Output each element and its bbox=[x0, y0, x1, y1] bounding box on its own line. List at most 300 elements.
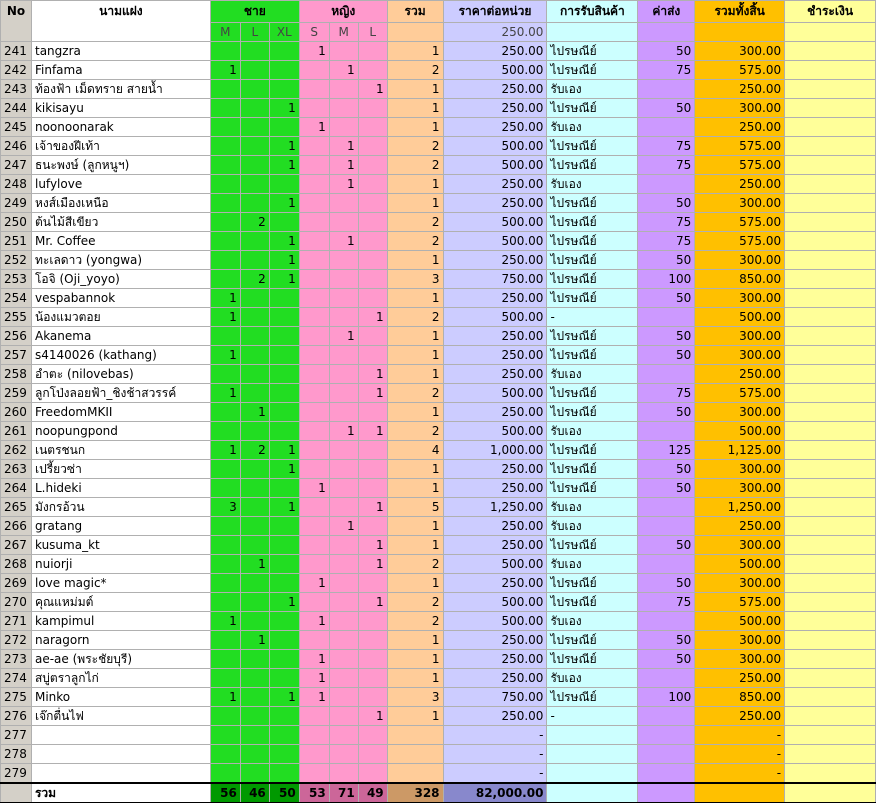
cell-male-xl[interactable] bbox=[269, 365, 299, 384]
cell-female-s[interactable] bbox=[299, 232, 329, 251]
cell-male-m[interactable] bbox=[210, 175, 240, 194]
row-number[interactable]: 254 bbox=[1, 289, 32, 308]
cell-price[interactable]: 250.00 bbox=[443, 536, 547, 555]
cell-male-m[interactable] bbox=[210, 156, 240, 175]
cell-grand-total[interactable]: - bbox=[695, 726, 785, 745]
cell-total[interactable]: 3 bbox=[387, 688, 443, 707]
footer-price[interactable]: 82,000.00 bbox=[443, 783, 547, 803]
cell-shipping[interactable]: 50 bbox=[638, 460, 695, 479]
cell-total[interactable]: 2 bbox=[387, 137, 443, 156]
cell-male-l[interactable]: 1 bbox=[240, 403, 269, 422]
cell-total[interactable]: 2 bbox=[387, 61, 443, 80]
cell-shipping[interactable] bbox=[638, 745, 695, 764]
cell-grand-total[interactable]: 300.00 bbox=[695, 289, 785, 308]
row-number[interactable]: 255 bbox=[1, 308, 32, 327]
cell-female-m[interactable] bbox=[329, 403, 358, 422]
cell-grand-total[interactable]: 300.00 bbox=[695, 574, 785, 593]
cell-female-m[interactable] bbox=[329, 213, 358, 232]
cell-delivery[interactable]: รับเอง bbox=[547, 365, 638, 384]
cell-male-m[interactable]: 1 bbox=[210, 688, 240, 707]
cell-payment[interactable] bbox=[785, 346, 876, 365]
cell-grand-total[interactable]: 500.00 bbox=[695, 308, 785, 327]
cell-male-l[interactable] bbox=[240, 289, 269, 308]
cell-shipping[interactable]: 75 bbox=[638, 232, 695, 251]
row-number[interactable]: 268 bbox=[1, 555, 32, 574]
cell-female-l[interactable]: 1 bbox=[358, 308, 387, 327]
cell-female-m[interactable] bbox=[329, 479, 358, 498]
cell-payment[interactable] bbox=[785, 612, 876, 631]
cell-payment[interactable] bbox=[785, 593, 876, 612]
cell-delivery[interactable]: ไปรษณีย์ bbox=[547, 441, 638, 460]
size-female-l[interactable]: L bbox=[358, 23, 387, 42]
cell-female-s[interactable]: 1 bbox=[299, 669, 329, 688]
cell-price[interactable]: 1,250.00 bbox=[443, 498, 547, 517]
cell-female-s[interactable] bbox=[299, 593, 329, 612]
cell-male-m[interactable] bbox=[210, 726, 240, 745]
cell-female-m[interactable]: 1 bbox=[329, 137, 358, 156]
cell-name[interactable]: noopungpond bbox=[31, 422, 210, 441]
size-payment-blank[interactable] bbox=[785, 23, 876, 42]
row-number[interactable]: 247 bbox=[1, 156, 32, 175]
cell-price[interactable]: - bbox=[443, 726, 547, 745]
cell-female-l[interactable] bbox=[358, 631, 387, 650]
cell-female-s[interactable]: 1 bbox=[299, 479, 329, 498]
cell-grand-total[interactable]: - bbox=[695, 745, 785, 764]
cell-female-m[interactable] bbox=[329, 251, 358, 270]
cell-grand-total[interactable]: 1,125.00 bbox=[695, 441, 785, 460]
cell-female-m[interactable] bbox=[329, 365, 358, 384]
cell-female-m[interactable]: 1 bbox=[329, 517, 358, 536]
cell-female-l[interactable]: 1 bbox=[358, 707, 387, 726]
row-number[interactable]: 253 bbox=[1, 270, 32, 289]
cell-female-s[interactable] bbox=[299, 726, 329, 745]
cell-grand-total[interactable]: 500.00 bbox=[695, 612, 785, 631]
cell-payment[interactable] bbox=[785, 289, 876, 308]
cell-shipping[interactable]: 50 bbox=[638, 251, 695, 270]
cell-payment[interactable] bbox=[785, 555, 876, 574]
cell-total[interactable]: 1 bbox=[387, 517, 443, 536]
cell-male-xl[interactable] bbox=[269, 327, 299, 346]
footer-male-l[interactable]: 46 bbox=[240, 783, 269, 803]
cell-price[interactable]: 500.00 bbox=[443, 593, 547, 612]
cell-price[interactable]: 250.00 bbox=[443, 631, 547, 650]
cell-female-m[interactable]: 1 bbox=[329, 156, 358, 175]
cell-delivery[interactable]: ไปรษณีย์ bbox=[547, 42, 638, 61]
cell-male-l[interactable] bbox=[240, 175, 269, 194]
cell-female-s[interactable] bbox=[299, 308, 329, 327]
cell-shipping[interactable]: 50 bbox=[638, 289, 695, 308]
cell-price[interactable]: 250.00 bbox=[443, 669, 547, 688]
header-grand-total[interactable]: รวมทั้งสิ้น bbox=[695, 1, 785, 23]
cell-grand-total[interactable]: 850.00 bbox=[695, 270, 785, 289]
row-number[interactable]: 274 bbox=[1, 669, 32, 688]
cell-male-xl[interactable] bbox=[269, 175, 299, 194]
cell-total[interactable]: 2 bbox=[387, 384, 443, 403]
cell-female-m[interactable] bbox=[329, 498, 358, 517]
cell-male-m[interactable] bbox=[210, 764, 240, 784]
cell-female-s[interactable] bbox=[299, 99, 329, 118]
cell-male-xl[interactable] bbox=[269, 213, 299, 232]
cell-female-s[interactable] bbox=[299, 536, 329, 555]
cell-name[interactable]: โอจิ (Oji_yoyo) bbox=[31, 270, 210, 289]
cell-shipping[interactable]: 100 bbox=[638, 270, 695, 289]
cell-male-l[interactable] bbox=[240, 308, 269, 327]
row-number[interactable]: 266 bbox=[1, 517, 32, 536]
cell-female-m[interactable] bbox=[329, 612, 358, 631]
cell-payment[interactable] bbox=[785, 745, 876, 764]
cell-male-xl[interactable] bbox=[269, 555, 299, 574]
cell-total[interactable]: 2 bbox=[387, 555, 443, 574]
cell-delivery[interactable]: รับเอง bbox=[547, 498, 638, 517]
cell-delivery[interactable]: ไปรษณีย์ bbox=[547, 650, 638, 669]
cell-price[interactable]: 500.00 bbox=[443, 232, 547, 251]
cell-delivery[interactable]: ไปรษณีย์ bbox=[547, 232, 638, 251]
cell-total[interactable]: 2 bbox=[387, 213, 443, 232]
cell-price[interactable]: 750.00 bbox=[443, 688, 547, 707]
cell-name[interactable]: L.hideki bbox=[31, 479, 210, 498]
cell-male-xl[interactable]: 1 bbox=[269, 99, 299, 118]
cell-payment[interactable] bbox=[785, 726, 876, 745]
cell-male-l[interactable] bbox=[240, 688, 269, 707]
cell-name[interactable]: Mr. Coffee bbox=[31, 232, 210, 251]
cell-grand-total[interactable]: 250.00 bbox=[695, 669, 785, 688]
cell-grand-total[interactable]: 300.00 bbox=[695, 460, 785, 479]
cell-female-l[interactable]: 1 bbox=[358, 555, 387, 574]
cell-delivery[interactable]: ไปรษณีย์ bbox=[547, 479, 638, 498]
cell-price[interactable]: 250.00 bbox=[443, 99, 547, 118]
cell-total[interactable] bbox=[387, 764, 443, 784]
cell-female-s[interactable] bbox=[299, 517, 329, 536]
size-delivery-blank[interactable] bbox=[547, 23, 638, 42]
cell-male-l[interactable]: 2 bbox=[240, 213, 269, 232]
cell-grand-total[interactable]: 1,250.00 bbox=[695, 498, 785, 517]
cell-shipping[interactable] bbox=[638, 612, 695, 631]
row-number[interactable]: 251 bbox=[1, 232, 32, 251]
cell-male-m[interactable] bbox=[210, 650, 240, 669]
cell-male-xl[interactable]: 1 bbox=[269, 441, 299, 460]
cell-name[interactable]: อำตะ (nilovebas) bbox=[31, 365, 210, 384]
cell-total[interactable]: 1 bbox=[387, 80, 443, 99]
cell-female-s[interactable]: 1 bbox=[299, 688, 329, 707]
cell-delivery[interactable]: ไปรษณีย์ bbox=[547, 194, 638, 213]
cell-name[interactable]: มังกรอ้วน bbox=[31, 498, 210, 517]
cell-male-m[interactable] bbox=[210, 365, 240, 384]
footer-male-m[interactable]: 56 bbox=[210, 783, 240, 803]
cell-price[interactable]: 250.00 bbox=[443, 574, 547, 593]
row-number[interactable]: 248 bbox=[1, 175, 32, 194]
cell-female-m[interactable] bbox=[329, 536, 358, 555]
cell-price[interactable]: 250.00 bbox=[443, 194, 547, 213]
cell-payment[interactable] bbox=[785, 631, 876, 650]
cell-name[interactable]: ae-ae (พระชัยบุรี) bbox=[31, 650, 210, 669]
cell-grand-total[interactable]: 300.00 bbox=[695, 99, 785, 118]
size-male-l[interactable]: L bbox=[240, 23, 269, 42]
cell-male-xl[interactable] bbox=[269, 612, 299, 631]
cell-delivery[interactable]: ไปรษณีย์ bbox=[547, 213, 638, 232]
unit-price-cell[interactable]: 250.00 bbox=[443, 23, 547, 42]
cell-grand-total[interactable]: 250.00 bbox=[695, 707, 785, 726]
cell-delivery[interactable]: รับเอง bbox=[547, 517, 638, 536]
cell-female-m[interactable]: 1 bbox=[329, 175, 358, 194]
cell-male-xl[interactable] bbox=[269, 669, 299, 688]
cell-male-l[interactable] bbox=[240, 745, 269, 764]
cell-male-xl[interactable] bbox=[269, 422, 299, 441]
cell-female-s[interactable]: 1 bbox=[299, 650, 329, 669]
cell-payment[interactable] bbox=[785, 764, 876, 784]
cell-delivery[interactable]: ไปรษณีย์ bbox=[547, 270, 638, 289]
cell-total[interactable]: 4 bbox=[387, 441, 443, 460]
cell-male-l[interactable]: 2 bbox=[240, 441, 269, 460]
cell-female-m[interactable] bbox=[329, 650, 358, 669]
row-number[interactable]: 257 bbox=[1, 346, 32, 365]
cell-female-m[interactable] bbox=[329, 99, 358, 118]
cell-price[interactable]: - bbox=[443, 764, 547, 784]
cell-female-s[interactable] bbox=[299, 631, 329, 650]
cell-male-m[interactable] bbox=[210, 213, 240, 232]
row-number[interactable]: 264 bbox=[1, 479, 32, 498]
cell-female-l[interactable] bbox=[358, 232, 387, 251]
cell-female-l[interactable] bbox=[358, 403, 387, 422]
cell-female-s[interactable] bbox=[299, 707, 329, 726]
cell-shipping[interactable]: 75 bbox=[638, 213, 695, 232]
cell-shipping[interactable]: 75 bbox=[638, 593, 695, 612]
size-shipping-blank[interactable] bbox=[638, 23, 695, 42]
cell-female-l[interactable] bbox=[358, 175, 387, 194]
cell-total[interactable]: 1 bbox=[387, 42, 443, 61]
row-number[interactable]: 273 bbox=[1, 650, 32, 669]
cell-male-m[interactable] bbox=[210, 422, 240, 441]
cell-male-xl[interactable] bbox=[269, 574, 299, 593]
cell-grand-total[interactable]: 250.00 bbox=[695, 365, 785, 384]
cell-payment[interactable] bbox=[785, 308, 876, 327]
cell-shipping[interactable]: 50 bbox=[638, 403, 695, 422]
cell-total[interactable]: 2 bbox=[387, 612, 443, 631]
cell-female-l[interactable] bbox=[358, 574, 387, 593]
cell-male-xl[interactable] bbox=[269, 479, 299, 498]
cell-grand-total[interactable]: 500.00 bbox=[695, 555, 785, 574]
cell-name[interactable]: หงส์เมืองเหนือ bbox=[31, 194, 210, 213]
cell-male-l[interactable] bbox=[240, 612, 269, 631]
cell-total[interactable]: 2 bbox=[387, 422, 443, 441]
cell-female-s[interactable] bbox=[299, 270, 329, 289]
row-number[interactable]: 244 bbox=[1, 99, 32, 118]
row-number[interactable]: 279 bbox=[1, 764, 32, 784]
cell-shipping[interactable]: 125 bbox=[638, 441, 695, 460]
cell-grand-total[interactable]: 575.00 bbox=[695, 593, 785, 612]
cell-delivery[interactable] bbox=[547, 726, 638, 745]
cell-total[interactable]: 1 bbox=[387, 251, 443, 270]
cell-male-l[interactable] bbox=[240, 365, 269, 384]
cell-name[interactable]: สบู่ตราลูกไก่ bbox=[31, 669, 210, 688]
cell-payment[interactable] bbox=[785, 688, 876, 707]
cell-shipping[interactable]: 50 bbox=[638, 99, 695, 118]
row-number[interactable]: 246 bbox=[1, 137, 32, 156]
cell-total[interactable]: 1 bbox=[387, 536, 443, 555]
cell-delivery[interactable]: รับเอง bbox=[547, 118, 638, 137]
cell-name[interactable]: Finfama bbox=[31, 61, 210, 80]
cell-male-l[interactable] bbox=[240, 384, 269, 403]
cell-shipping[interactable] bbox=[638, 726, 695, 745]
cell-name[interactable]: น้องแมวตอย bbox=[31, 308, 210, 327]
cell-male-m[interactable] bbox=[210, 593, 240, 612]
cell-total[interactable]: 2 bbox=[387, 232, 443, 251]
cell-payment[interactable] bbox=[785, 213, 876, 232]
cell-shipping[interactable] bbox=[638, 669, 695, 688]
cell-price[interactable]: 250.00 bbox=[443, 460, 547, 479]
cell-female-l[interactable] bbox=[358, 251, 387, 270]
cell-male-m[interactable]: 3 bbox=[210, 498, 240, 517]
cell-male-m[interactable] bbox=[210, 460, 240, 479]
cell-shipping[interactable]: 50 bbox=[638, 536, 695, 555]
cell-name[interactable]: ลูกโป่งลอยฟ้า_ชิงช้าสวรรค์ bbox=[31, 384, 210, 403]
cell-name[interactable]: kikisayu bbox=[31, 99, 210, 118]
cell-male-xl[interactable] bbox=[269, 346, 299, 365]
cell-price[interactable]: 250.00 bbox=[443, 479, 547, 498]
cell-male-m[interactable]: 1 bbox=[210, 441, 240, 460]
row-number[interactable]: 262 bbox=[1, 441, 32, 460]
row-number[interactable]: 259 bbox=[1, 384, 32, 403]
size-male-m[interactable]: M bbox=[210, 23, 240, 42]
cell-male-m[interactable] bbox=[210, 555, 240, 574]
cell-total[interactable]: 1 bbox=[387, 365, 443, 384]
cell-grand-total[interactable]: 850.00 bbox=[695, 688, 785, 707]
cell-male-m[interactable] bbox=[210, 745, 240, 764]
cell-female-s[interactable] bbox=[299, 346, 329, 365]
cell-price[interactable]: 500.00 bbox=[443, 422, 547, 441]
cell-female-l[interactable] bbox=[358, 213, 387, 232]
cell-male-xl[interactable] bbox=[269, 726, 299, 745]
cell-delivery[interactable]: - bbox=[547, 308, 638, 327]
cell-grand-total[interactable]: 300.00 bbox=[695, 346, 785, 365]
cell-female-m[interactable] bbox=[329, 574, 358, 593]
cell-male-xl[interactable] bbox=[269, 536, 299, 555]
footer-female-l[interactable]: 49 bbox=[358, 783, 387, 803]
cell-shipping[interactable] bbox=[638, 80, 695, 99]
cell-male-xl[interactable] bbox=[269, 764, 299, 784]
cell-total[interactable]: 1 bbox=[387, 460, 443, 479]
cell-female-m[interactable] bbox=[329, 707, 358, 726]
cell-grand-total[interactable]: 300.00 bbox=[695, 42, 785, 61]
cell-female-s[interactable] bbox=[299, 175, 329, 194]
cell-grand-total[interactable]: 300.00 bbox=[695, 536, 785, 555]
cell-female-l[interactable] bbox=[358, 479, 387, 498]
cell-female-s[interactable] bbox=[299, 289, 329, 308]
cell-name[interactable]: nuiorji bbox=[31, 555, 210, 574]
cell-male-l[interactable] bbox=[240, 593, 269, 612]
cell-female-l[interactable] bbox=[358, 441, 387, 460]
cell-delivery[interactable]: ไปรษณีย์ bbox=[547, 384, 638, 403]
cell-delivery[interactable]: ไปรษณีย์ bbox=[547, 346, 638, 365]
cell-total[interactable]: 1 bbox=[387, 479, 443, 498]
cell-total[interactable] bbox=[387, 745, 443, 764]
cell-female-s[interactable]: 1 bbox=[299, 42, 329, 61]
cell-female-m[interactable] bbox=[329, 669, 358, 688]
cell-payment[interactable] bbox=[785, 574, 876, 593]
row-number[interactable]: 269 bbox=[1, 574, 32, 593]
cell-female-l[interactable] bbox=[358, 745, 387, 764]
cell-total[interactable]: 2 bbox=[387, 308, 443, 327]
cell-delivery[interactable]: ไปรษณีย์ bbox=[547, 460, 638, 479]
cell-male-l[interactable] bbox=[240, 194, 269, 213]
cell-female-s[interactable] bbox=[299, 422, 329, 441]
cell-total[interactable]: 1 bbox=[387, 194, 443, 213]
cell-shipping[interactable]: 50 bbox=[638, 42, 695, 61]
cell-female-s[interactable] bbox=[299, 80, 329, 99]
cell-female-s[interactable] bbox=[299, 194, 329, 213]
cell-female-l[interactable] bbox=[358, 42, 387, 61]
size-male-xl[interactable]: XL bbox=[269, 23, 299, 42]
cell-shipping[interactable]: 50 bbox=[638, 346, 695, 365]
cell-delivery[interactable]: รับเอง bbox=[547, 555, 638, 574]
cell-total[interactable]: 3 bbox=[387, 270, 443, 289]
cell-name[interactable]: เจ๊กตื่นไฟ bbox=[31, 707, 210, 726]
cell-name[interactable] bbox=[31, 745, 210, 764]
cell-total[interactable]: 1 bbox=[387, 669, 443, 688]
cell-name[interactable]: เจ้าของฝีเท้า bbox=[31, 137, 210, 156]
header-price[interactable]: ราคาต่อหน่วย bbox=[443, 1, 547, 23]
cell-price[interactable]: 250.00 bbox=[443, 289, 547, 308]
cell-name[interactable]: lufylove bbox=[31, 175, 210, 194]
cell-shipping[interactable]: 50 bbox=[638, 631, 695, 650]
cell-name[interactable]: Minko bbox=[31, 688, 210, 707]
cell-name[interactable]: noonoonarak bbox=[31, 118, 210, 137]
cell-delivery[interactable]: ไปรษณีย์ bbox=[547, 536, 638, 555]
cell-male-m[interactable] bbox=[210, 403, 240, 422]
header-female[interactable]: หญิง bbox=[299, 1, 387, 23]
cell-name[interactable]: s4140026 (kathang) bbox=[31, 346, 210, 365]
row-number[interactable]: 277 bbox=[1, 726, 32, 745]
cell-grand-total[interactable]: 300.00 bbox=[695, 403, 785, 422]
cell-male-m[interactable] bbox=[210, 479, 240, 498]
cell-female-m[interactable] bbox=[329, 631, 358, 650]
cell-male-l[interactable]: 1 bbox=[240, 555, 269, 574]
cell-delivery[interactable]: รับเอง bbox=[547, 422, 638, 441]
cell-name[interactable]: ท้องฟ้า เม็ดทราย สายน้ำ bbox=[31, 80, 210, 99]
cell-male-l[interactable] bbox=[240, 574, 269, 593]
cell-price[interactable]: 250.00 bbox=[443, 365, 547, 384]
cell-payment[interactable] bbox=[785, 441, 876, 460]
cell-female-l[interactable]: 1 bbox=[358, 80, 387, 99]
cell-male-l[interactable]: 1 bbox=[240, 631, 269, 650]
cell-female-l[interactable]: 1 bbox=[358, 498, 387, 517]
row-number[interactable]: 249 bbox=[1, 194, 32, 213]
cell-total[interactable]: 1 bbox=[387, 403, 443, 422]
cell-price[interactable]: 500.00 bbox=[443, 61, 547, 80]
cell-payment[interactable] bbox=[785, 365, 876, 384]
cell-payment[interactable] bbox=[785, 650, 876, 669]
cell-female-m[interactable] bbox=[329, 270, 358, 289]
cell-payment[interactable] bbox=[785, 175, 876, 194]
cell-price[interactable]: 250.00 bbox=[443, 707, 547, 726]
cell-male-xl[interactable]: 1 bbox=[269, 232, 299, 251]
cell-grand-total[interactable]: 250.00 bbox=[695, 175, 785, 194]
cell-male-m[interactable] bbox=[210, 669, 240, 688]
cell-price[interactable]: - bbox=[443, 745, 547, 764]
cell-price[interactable]: 750.00 bbox=[443, 270, 547, 289]
cell-name[interactable] bbox=[31, 764, 210, 784]
cell-female-m[interactable] bbox=[329, 80, 358, 99]
cell-female-l[interactable] bbox=[358, 156, 387, 175]
cell-female-l[interactable] bbox=[358, 137, 387, 156]
cell-male-l[interactable]: 2 bbox=[240, 270, 269, 289]
cell-female-l[interactable] bbox=[358, 61, 387, 80]
cell-male-l[interactable] bbox=[240, 61, 269, 80]
cell-male-xl[interactable]: 1 bbox=[269, 251, 299, 270]
cell-payment[interactable] bbox=[785, 707, 876, 726]
cell-total[interactable]: 1 bbox=[387, 327, 443, 346]
cell-female-m[interactable] bbox=[329, 384, 358, 403]
cell-delivery[interactable]: ไปรษณีย์ bbox=[547, 99, 638, 118]
